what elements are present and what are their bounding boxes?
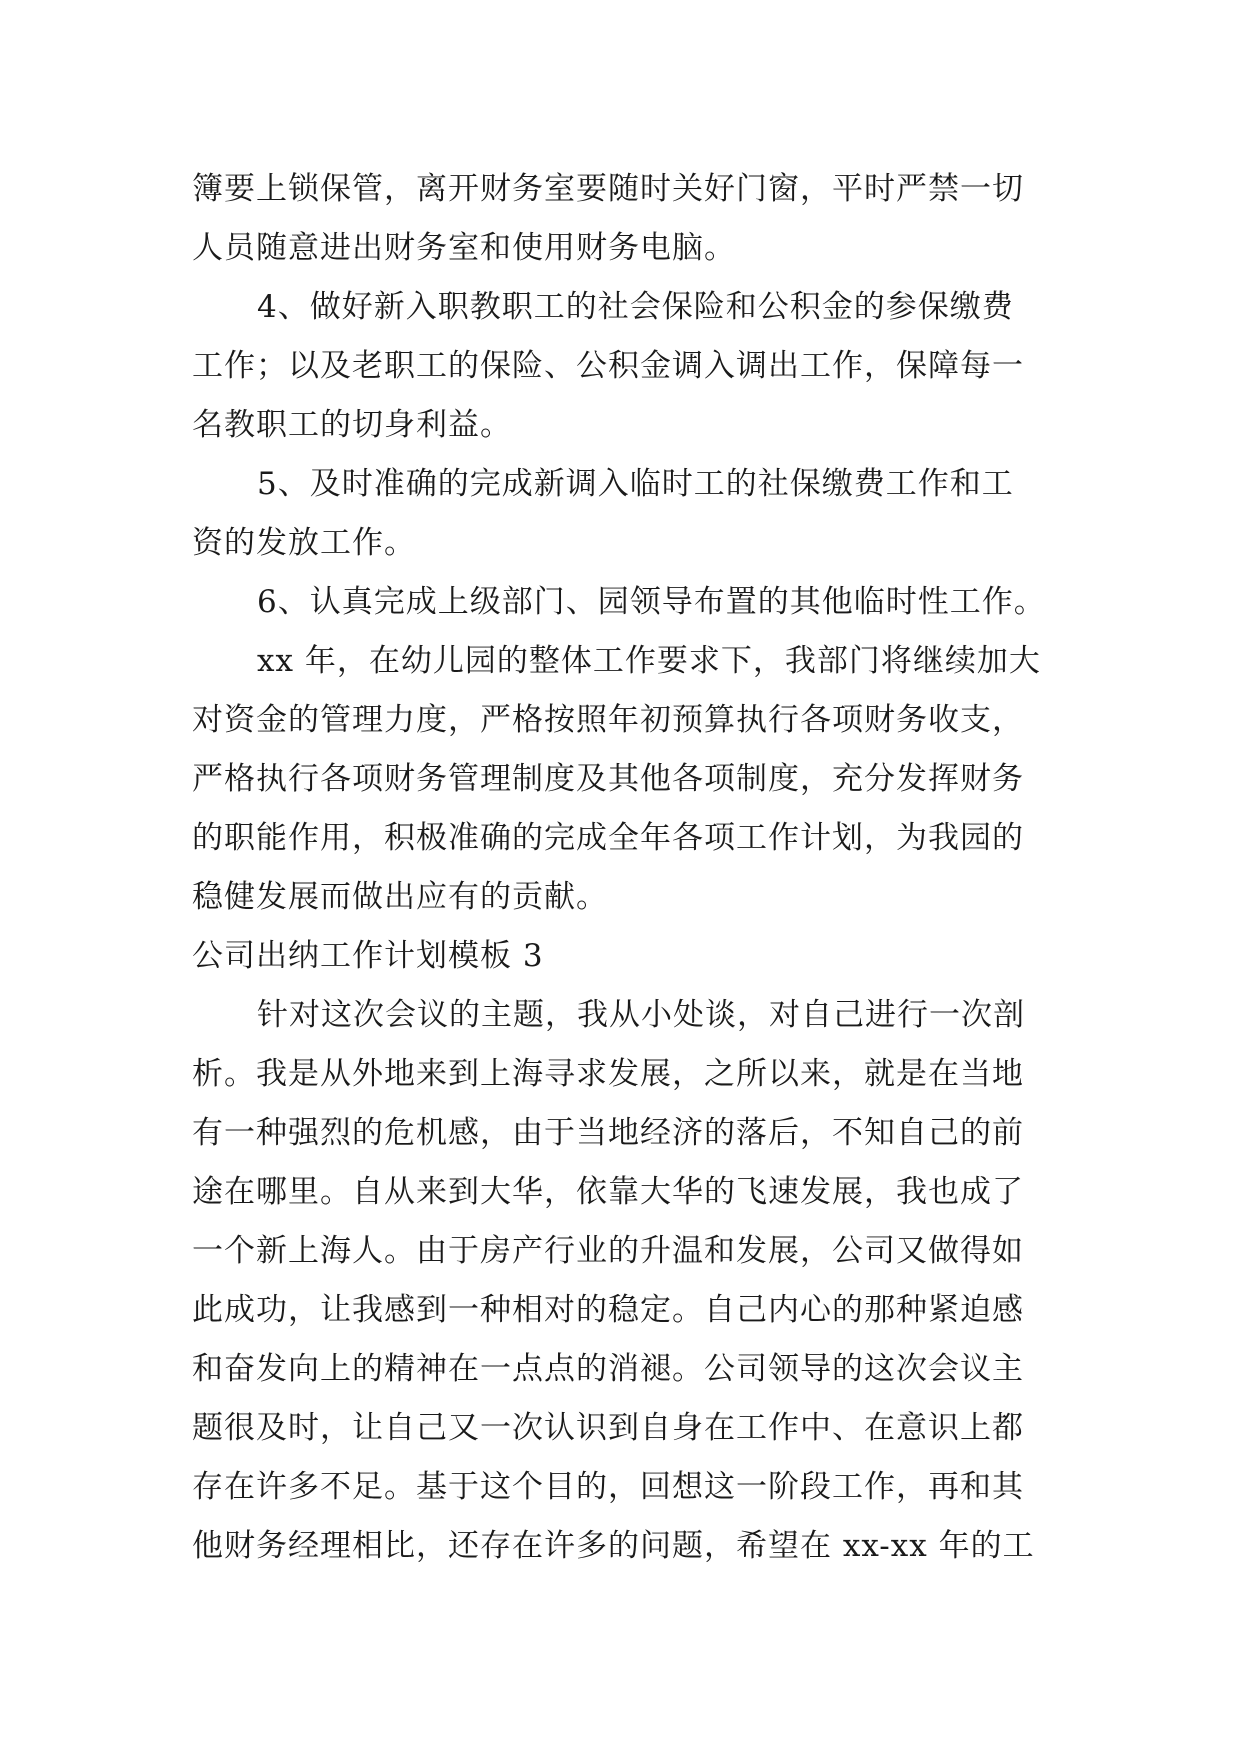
section-heading: 公司出纳工作计划模板 3 xyxy=(192,938,544,974)
text-line: 稳健发展而做出应有的贡献。 xyxy=(192,879,608,915)
text-line: 有一种强烈的危机感，由于当地经济的落后，不知自己的前 xyxy=(192,1115,1024,1151)
text-line: 的职能作用，积极准确的完成全年各项工作计划，为我园的 xyxy=(192,820,1024,856)
text-line: 簿要上锁保管，离开财务室要随时关好门窗，平时严禁一切 xyxy=(192,171,1024,207)
text-line: 名教职工的切身利益。 xyxy=(192,407,512,443)
text-line: 严格执行各项财务管理制度及其他各项制度，充分发挥财务 xyxy=(192,761,1024,797)
paragraph-start: 针对这次会议的主题，我从小处谈，对自己进行一次剖 xyxy=(257,997,1025,1033)
list-item-5: 5、及时准确的完成新调入临时工的社保缴费工作和工 xyxy=(257,466,1014,502)
text-line: 题很及时，让自己又一次认识到自身在工作中、在意识上都 xyxy=(192,1410,1024,1446)
text-line: 对资金的管理力度，严格按照年初预算执行各项财务收支， xyxy=(192,702,1024,738)
text-line: 和奋发向上的精神在一点点的消褪。公司领导的这次会议主 xyxy=(192,1351,1024,1387)
text-line: 他财务经理相比，还存在许多的问题，希望在 xx-xx 年的工 xyxy=(192,1528,1035,1564)
text-line: 存在许多不足。基于这个目的，回想这一阶段工作，再和其 xyxy=(192,1469,1024,1505)
text-line: 人员随意进出财务室和使用财务电脑。 xyxy=(192,230,736,266)
document-body xyxy=(192,160,1072,1576)
text-line: 工作；以及老职工的保险、公积金调入调出工作，保障每一 xyxy=(192,348,1024,384)
text-line: 一个新上海人。由于房产行业的升温和发展，公司又做得如 xyxy=(192,1233,1024,1269)
list-item-4: 4、做好新入职教职工的社会保险和公积金的参保缴费 xyxy=(257,289,1014,325)
list-item-6: 6、认真完成上级部门、园领导布置的其他临时性工作。 xyxy=(257,584,1046,620)
text-line: 资的发放工作。 xyxy=(192,525,416,561)
paragraph-start: xx 年，在幼儿园的整体工作要求下，我部门将继续加大 xyxy=(257,643,1041,679)
text-line: 析。我是从外地来到上海寻求发展，之所以来，就是在当地 xyxy=(192,1056,1024,1092)
text-line: 途在哪里。自从来到大华，依靠大华的飞速发展，我也成了 xyxy=(192,1174,1024,1210)
text-line: 此成功，让我感到一种相对的稳定。自己内心的那种紧迫感 xyxy=(192,1292,1024,1328)
